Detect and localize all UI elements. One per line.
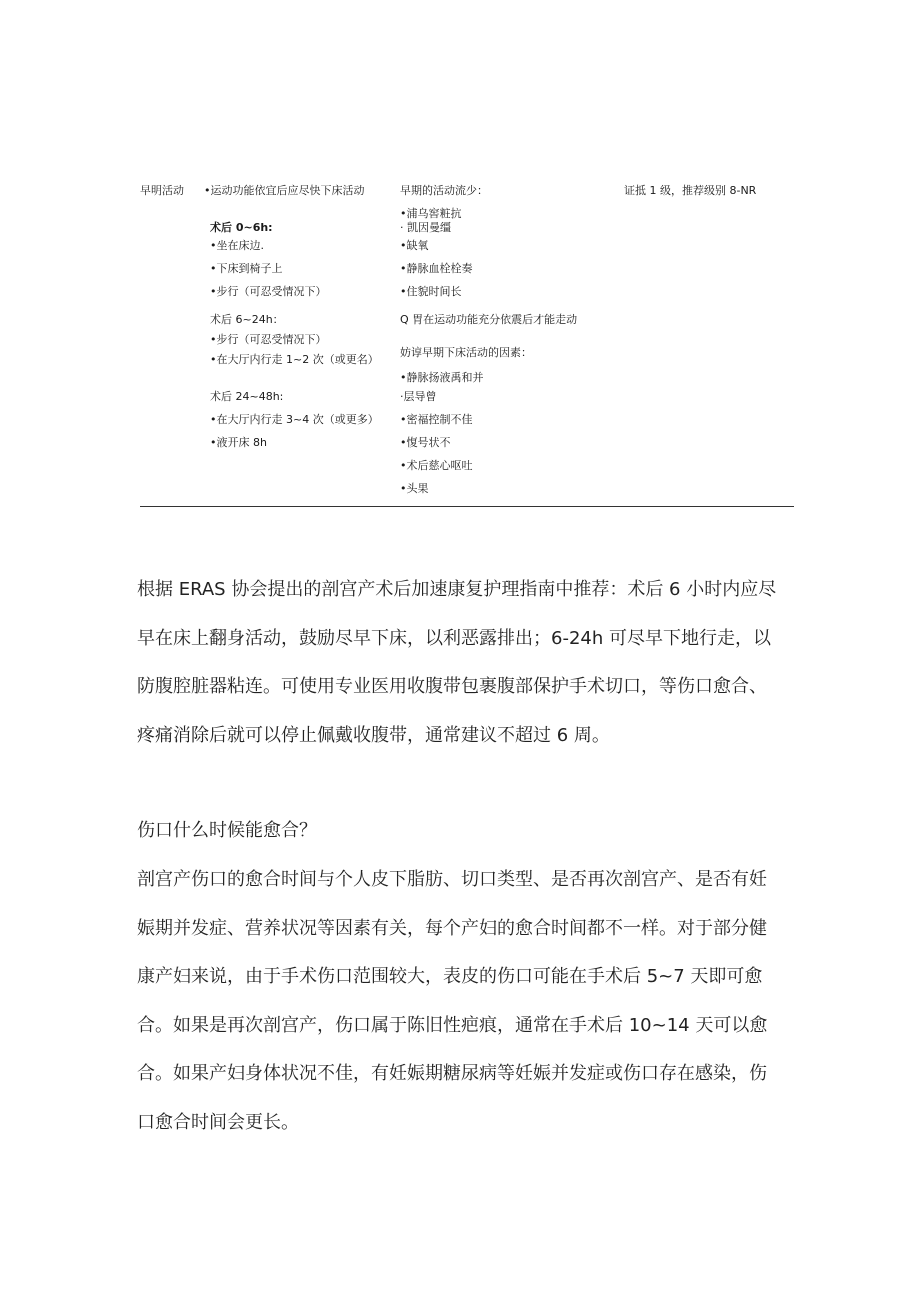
col2-item: •液开床 8h [210, 436, 267, 449]
col3-item: •术后慈心呕吐 [400, 459, 473, 472]
paragraph-line: 合。如果产妇身体状况不佳，有妊娠期糖尿病等妊娠并发症或伤口存在感染，伤 [137, 1063, 767, 1084]
section-heading: 伤口什么时候能愈合？ [137, 820, 317, 841]
col3-heading2: 妨谆早期下床活动的因素： [400, 346, 532, 359]
col3-note: Q 胃在运动功能充分依震后才能走动 [400, 313, 578, 326]
col2-item: •在大厅内行走 3~4 次（或更多） [210, 413, 379, 426]
col3-item: ·层导曾 [400, 390, 437, 403]
paragraph-line: 早在床上翻身活动，鼓励尽早下床，以利恶露排出；6-24h 可尽早下地行走，以 [137, 627, 771, 649]
col3-item: •静脉血栓栓奏 [400, 262, 473, 275]
col2-section-heading: 术后 24~48h: [210, 390, 284, 403]
col2-intro: •运动功能依宜后应尽快下床活动 [204, 184, 365, 197]
col2-section-heading: 术后 6~24h： [210, 313, 284, 326]
col3-item: · 凯因曼缰 [400, 221, 451, 234]
col2-section-heading: 术后 0~6h: [210, 221, 273, 234]
col2-item: •在大厅内行走 1~2 次（或更名） [210, 353, 379, 366]
paragraph-line: 娠期并发症、营养状况等因素有关，每个产妇的愈合时间都不一样。对于部分健 [137, 917, 767, 939]
table-bottom-rule [140, 506, 794, 507]
col3-item: •住貌时间长 [400, 285, 462, 298]
paragraph-line: 根据 ERAS 协会提出的剖宫产术后加速康复护理指南中推荐：术后 6 小时内应尽 [137, 579, 777, 600]
paragraph-line: 防腹腔脏器粘连。可使用专业医用收腹带包裹腹部保护手术切口，等伤口愈合、 [137, 676, 767, 697]
paragraph-line: 合。如果是再次剖宫产，伤口属于陈旧性疤痕，通常在手术后 10~14 天可以愈 [137, 1014, 768, 1036]
col2-item: •步行（可忍受情况下） [210, 333, 327, 346]
col3-item: •浦乌窖粧抗 [400, 207, 462, 220]
col3-item: •密福控制不佳 [400, 413, 473, 426]
paragraph-healing [137, 856, 797, 1147]
paragraph-line: 口愈合时间会更长。 [137, 1111, 299, 1133]
paragraph-line: 疼痛消除后就可以停止佩戴收腹带，通常建议不超过 6 周。 [137, 724, 610, 746]
col2-item: •坐在床边. [210, 239, 264, 252]
col4-label: 证抵 1 级，推荐级别 8-NR [624, 184, 757, 197]
col3-heading: 早期的活动流少： [400, 184, 488, 197]
col3-item: •缺氧 [400, 239, 429, 252]
col2-item: •下床到椅子上 [210, 262, 283, 275]
col3-item: •静脉扬液禹和并 [400, 371, 484, 384]
col2-item: •步行（可忍受情况下） [210, 285, 327, 298]
col1-label: 早明活动 [140, 184, 184, 197]
paragraph-line: 剖宫产伤口的愈合时间与个人皮下脂肪、切口类型、是否再次剖宫产、是否有妊 [137, 869, 767, 890]
paragraph-line: 康产妇来说，由于手术伤口范围较大，表皮的伤口可能在手术后 5~7 天即可愈 [137, 966, 763, 987]
col3-item: •愎号状不 [400, 436, 451, 449]
col3-item: •头果 [400, 482, 429, 495]
paragraph-eras [137, 566, 797, 760]
